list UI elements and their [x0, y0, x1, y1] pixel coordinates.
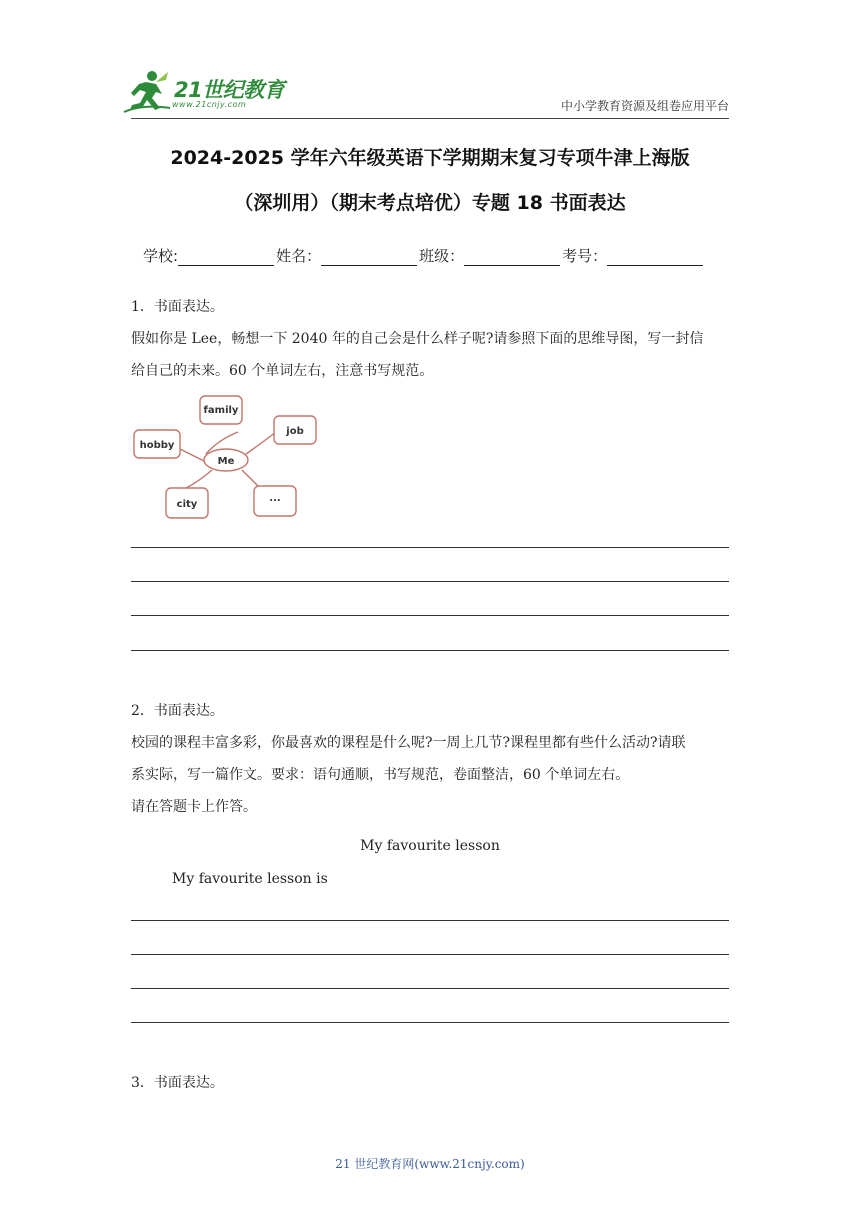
essay-start: My favourite lesson is — [172, 871, 328, 887]
mind-map-node-hobby: hobby — [139, 440, 175, 451]
answer-line[interactable] — [131, 1022, 729, 1023]
page-title-line2: （深圳用）（期末考点培优）专题 18 书面表达 — [234, 192, 626, 214]
q2-prompt-line1: 校园的课程丰富多彩，你最喜欢的课程是什么呢?一周上几节?课程里都有些什么活动?请联 — [131, 735, 686, 751]
answer-line[interactable] — [131, 581, 729, 582]
q2-number: 2．书面表达。 — [131, 703, 224, 719]
school-label: 学校: — [143, 247, 179, 265]
essay-title: My favourite lesson — [360, 838, 500, 854]
answer-line[interactable] — [131, 988, 729, 989]
school-blank[interactable] — [178, 251, 274, 266]
exam-no-label: 考号： — [562, 247, 608, 265]
runner-logo-icon — [122, 68, 172, 114]
mind-map-node-family: family — [203, 405, 239, 416]
mind-map-diagram — [128, 388, 328, 528]
q1-number: 1．书面表达。 — [131, 299, 224, 315]
mind-map-node-job: job — [286, 426, 304, 437]
class-blank[interactable] — [464, 251, 560, 266]
class-label: 班级： — [419, 247, 465, 265]
logo-url: www.21cnjy.com — [172, 100, 247, 109]
name-blank[interactable] — [321, 251, 417, 266]
name-label: 姓名： — [276, 247, 322, 265]
mind-map-node-etc: ... — [269, 493, 281, 504]
q2-prompt-line3: 请在答题卡上作答。 — [131, 799, 257, 815]
q1-prompt-line1: 假如你是 Lee，畅想一下 2040 年的自己会是什么样子呢?请参照下面的思维导图，写一封信 — [131, 331, 704, 347]
answer-line[interactable] — [131, 650, 729, 651]
exam-no-blank[interactable] — [607, 251, 703, 266]
header-divider — [131, 118, 729, 119]
platform-label: 中小学教育资源及组卷应用平台 — [560, 99, 729, 113]
answer-line[interactable] — [131, 954, 729, 955]
answer-line[interactable] — [131, 547, 729, 548]
mind-map-center: Me — [217, 456, 235, 467]
answer-line[interactable] — [131, 615, 729, 616]
site-logo — [122, 68, 292, 118]
mind-map-node-city: city — [176, 499, 198, 510]
q2-prompt-line2: 系实际，写一篇作文。要求：语句通顺，书写规范，卷面整洁，60 个单词左右。 — [131, 767, 630, 783]
page-footer: 21 世纪教育网(www.21cnjy.com) — [335, 1157, 525, 1171]
answer-line[interactable] — [131, 920, 729, 921]
q1-prompt-line2: 给自己的未来。60 个单词左右，注意书写规范。 — [131, 363, 434, 379]
logo-text: 21世纪教育 — [174, 78, 285, 102]
q3-number: 3．书面表达。 — [131, 1075, 224, 1091]
student-info-row — [143, 245, 705, 266]
page-title-line1: 2024-2025 学年六年级英语下学期期末复习专项牛津上海版 — [170, 147, 690, 169]
